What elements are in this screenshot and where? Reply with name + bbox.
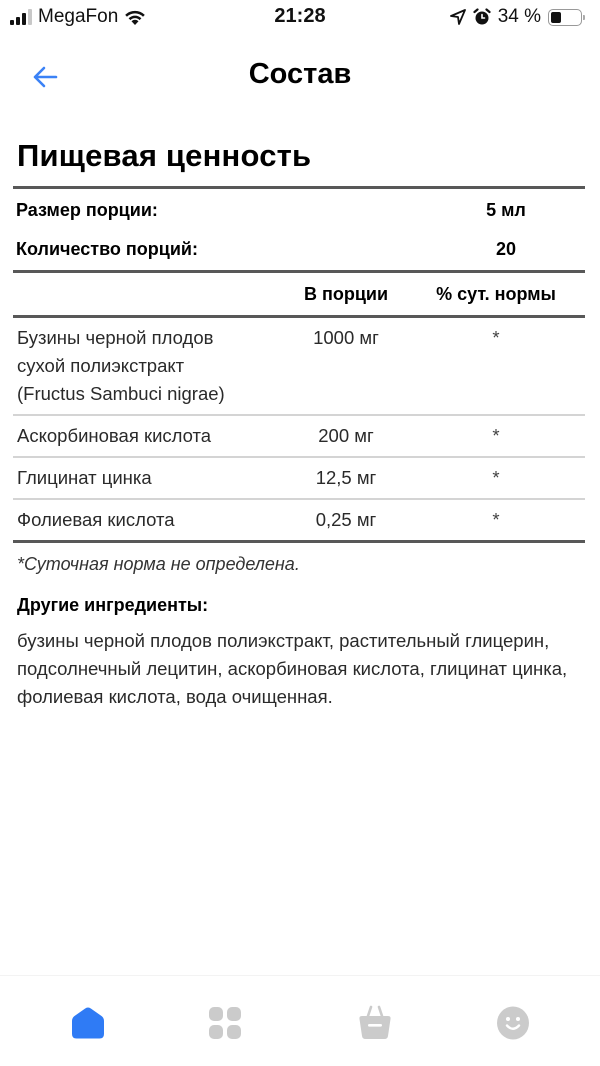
ingredient-name: Аскорбиновая кислота xyxy=(17,425,212,446)
servings-count-label: Количество порций: xyxy=(16,239,198,259)
ingredient-daily-value: * xyxy=(492,509,500,530)
alarm-icon xyxy=(473,8,491,26)
ingredient-amount: 0,25 мг xyxy=(315,509,377,530)
profile-smile-icon xyxy=(496,1006,530,1040)
bottom-tab-bar xyxy=(0,975,600,1066)
home-icon xyxy=(71,1006,105,1040)
other-ingredients-text: бузины черной плодов полиэкстракт, растительный глицерин, подсолнечный лецитин, аскорбиновая кислота, глицинат цинка, фолиевая кислота, вода очищенная. xyxy=(17,630,568,707)
arrow-left-icon xyxy=(32,66,58,88)
location-arrow-icon xyxy=(450,9,466,25)
back-button[interactable] xyxy=(28,61,62,93)
column-header-daily-value: % сут. нормы xyxy=(436,283,556,304)
divider-thick xyxy=(13,186,585,189)
table-row xyxy=(16,318,586,414)
table-row xyxy=(16,458,586,498)
ingredient-amount: 1000 мг xyxy=(313,327,379,348)
signal-icon xyxy=(10,9,32,25)
ingredient-name: Фолиевая кислота xyxy=(17,509,175,530)
status-bar xyxy=(0,0,600,34)
status-right xyxy=(450,6,582,28)
tab-catalog[interactable] xyxy=(200,998,250,1048)
ingredient-daily-value: * xyxy=(492,467,500,488)
servings-count-value: 20 xyxy=(495,239,517,259)
other-ingredients-title: Другие ингредиенты: xyxy=(17,595,209,615)
nutrition-title: Пищевая ценность xyxy=(17,138,312,173)
battery-percent: 34 % xyxy=(497,6,541,27)
table-row xyxy=(16,416,586,456)
serving-size-value: 5 мл xyxy=(486,200,526,220)
column-header-per-serving: В порции xyxy=(303,283,389,304)
ingredient-amount: 12,5 мг xyxy=(315,467,377,488)
basket-icon xyxy=(358,1005,392,1041)
table-header xyxy=(16,273,586,315)
ingredient-daily-value: * xyxy=(492,425,500,446)
servings-count-row xyxy=(16,230,586,269)
table-row xyxy=(16,500,586,540)
page-title: Состав xyxy=(248,58,352,90)
ingredient-amount: 200 мг xyxy=(318,425,374,446)
composition-content xyxy=(16,138,586,711)
wifi-icon xyxy=(124,9,146,26)
serving-size-row xyxy=(16,191,586,230)
status-left xyxy=(10,6,146,28)
ingredient-name: Бузины черной плодов сухой полиэкстракт (Fructus Sambuci nigrae) xyxy=(17,327,225,404)
tab-profile[interactable] xyxy=(488,998,538,1048)
battery-icon xyxy=(548,9,582,26)
ingredient-name: Глицинат цинка xyxy=(17,467,152,488)
status-time: 21:28 xyxy=(274,5,326,27)
ingredient-daily-value: * xyxy=(492,327,500,348)
tab-home[interactable] xyxy=(63,998,113,1048)
tab-basket[interactable] xyxy=(350,998,400,1048)
serving-size-label: Размер порции: xyxy=(16,200,158,220)
carrier-name: MegaFon xyxy=(38,6,119,27)
daily-value-footnote: *Суточная норма не определена. xyxy=(17,554,300,574)
catalog-grid-icon xyxy=(208,1006,242,1040)
nav-header xyxy=(0,50,600,104)
divider-thick xyxy=(13,540,585,543)
